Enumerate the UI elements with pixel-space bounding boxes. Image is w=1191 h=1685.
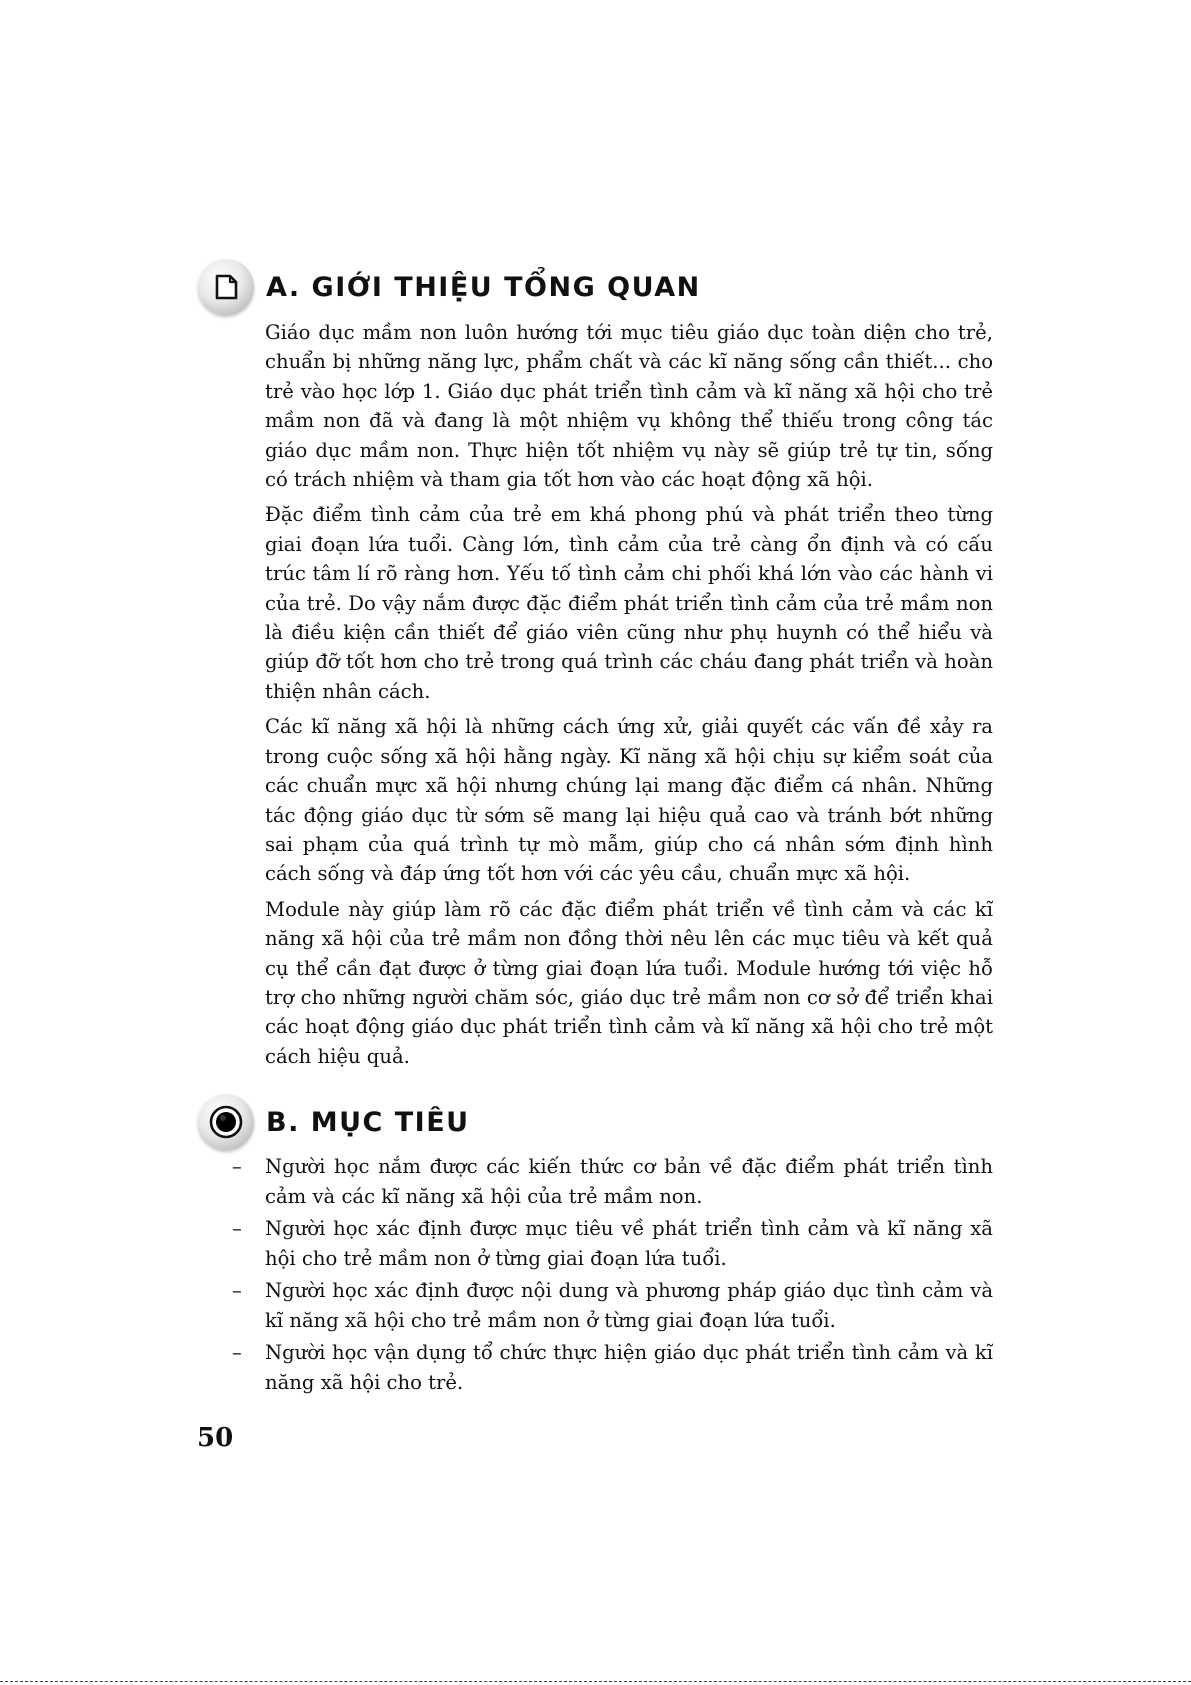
list-item xyxy=(232,1338,993,1398)
intro-paragraph: Module này giúp làm rõ các đặc điểm phát triển về tình cảm và các kĩ năng xã hội của trẻ mầm non đồng thời nêu lên các mục tiêu và kết quả cụ thể cần đạt được ở từng giai đoạn lứa tuổi. Module hướng tới việc hỗ trợ cho những người chăm sóc, giáo dục trẻ mầm non cơ sở để triển khai các hoạt động giáo dục phát triển tình cảm và kĩ năng xã hội cho trẻ một cách hiệu quả. xyxy=(265,897,993,1068)
list-item xyxy=(232,1214,993,1274)
objective-text: Người học nắm được các kiến thức cơ bản về đặc điểm phát triển tình cảm và các kĩ năng xã hội của trẻ mầm non. xyxy=(265,1155,993,1208)
intro-paragraph: Giáo dục mầm non luôn hướng tới mục tiêu giáo dục toàn diện cho trẻ, chuẩn bị những năng lực, phẩm chất và các kĩ năng sống cần thiết... cho trẻ vào học lớp 1. Giáo dục phát triển tình cảm và kĩ năng xã hội cho trẻ mầm non đã và đang là một nhiệm vụ không thể thiếu trong công tác giáo dục mầm non. Thực hiện tốt nhiệm vụ này sẽ giúp trẻ tự tin, sống có trách nhiệm và tham gia tốt hơn vào các hoạt động xã hội. xyxy=(265,321,993,492)
section-a-title: A. GIỚI THIỆU TỔNG QUAN xyxy=(266,271,701,303)
intro-paragraph: Các kĩ năng xã hội là những cách ứng xử, giải quyết các vấn đề xảy ra trong cuộc sống xã hội hằng ngày. Kĩ năng xã hội chịu sự kiểm soát của các chuẩn mực xã hội nhưng chúng lại mang đặc điểm cá nhân. Những tác động giáo dục từ sớm sẽ mang lại hiệu quả cao và tránh bớt những sai phạm của quá trình tự mò mẫm, giúp cho cá nhân sớm định hình cách sống và đáp ứng tốt hơn với các yêu cầu, chuẩn mực xã hội. xyxy=(265,715,993,886)
target-icon xyxy=(198,1094,254,1150)
intro-text xyxy=(265,318,993,1077)
bullet-dash: – xyxy=(232,1279,242,1302)
objective-text: Người học xác định được nội dung và phương pháp giáo dục tình cảm và kĩ năng xã hội cho trẻ mầm non ở từng giai đoạn lứa tuổi. xyxy=(265,1279,993,1332)
objective-text: Người học xác định được mục tiêu về phát triển tình cảm và kĩ năng xã hội cho trẻ mầm non ở từng giai đoạn lứa tuổi. xyxy=(265,1217,993,1270)
bullet-dash: – xyxy=(232,1155,242,1178)
objective-text: Người học vận dụng tổ chức thực hiện giáo dục phát triển tình cảm và kĩ năng xã hội cho trẻ. xyxy=(265,1341,993,1394)
page-bottom-rule xyxy=(0,1681,1191,1682)
section-b-header xyxy=(198,1094,470,1150)
section-a-header xyxy=(198,259,701,315)
bullet-dash: – xyxy=(232,1217,242,1240)
list-item xyxy=(232,1152,993,1212)
document-icon xyxy=(198,259,254,315)
list-item xyxy=(232,1276,993,1336)
objectives-list xyxy=(232,1152,993,1400)
page-number: 50 xyxy=(197,1423,234,1453)
section-b-title: B. MỤC TIÊU xyxy=(266,1106,470,1138)
bullet-dash: – xyxy=(232,1341,242,1364)
intro-paragraph: Đặc điểm tình cảm của trẻ em khá phong phú và phát triển theo từng giai đoạn lứa tuổi. Càng lớn, tình cảm của trẻ càng ổn định và có cấu trúc tâm lí rõ ràng hơn. Yếu tố tình cảm chi phối khá lớn vào các hành vi của trẻ. Do vậy nắm được đặc điểm phát triển tình cảm của trẻ mầm non là điều kiện cần thiết để giáo viên cũng như phụ huynh có thể hiểu và giúp đỡ tốt hơn cho trẻ trong quá trình các cháu đang phát triển và hoàn thiện nhân cách. xyxy=(265,503,993,703)
